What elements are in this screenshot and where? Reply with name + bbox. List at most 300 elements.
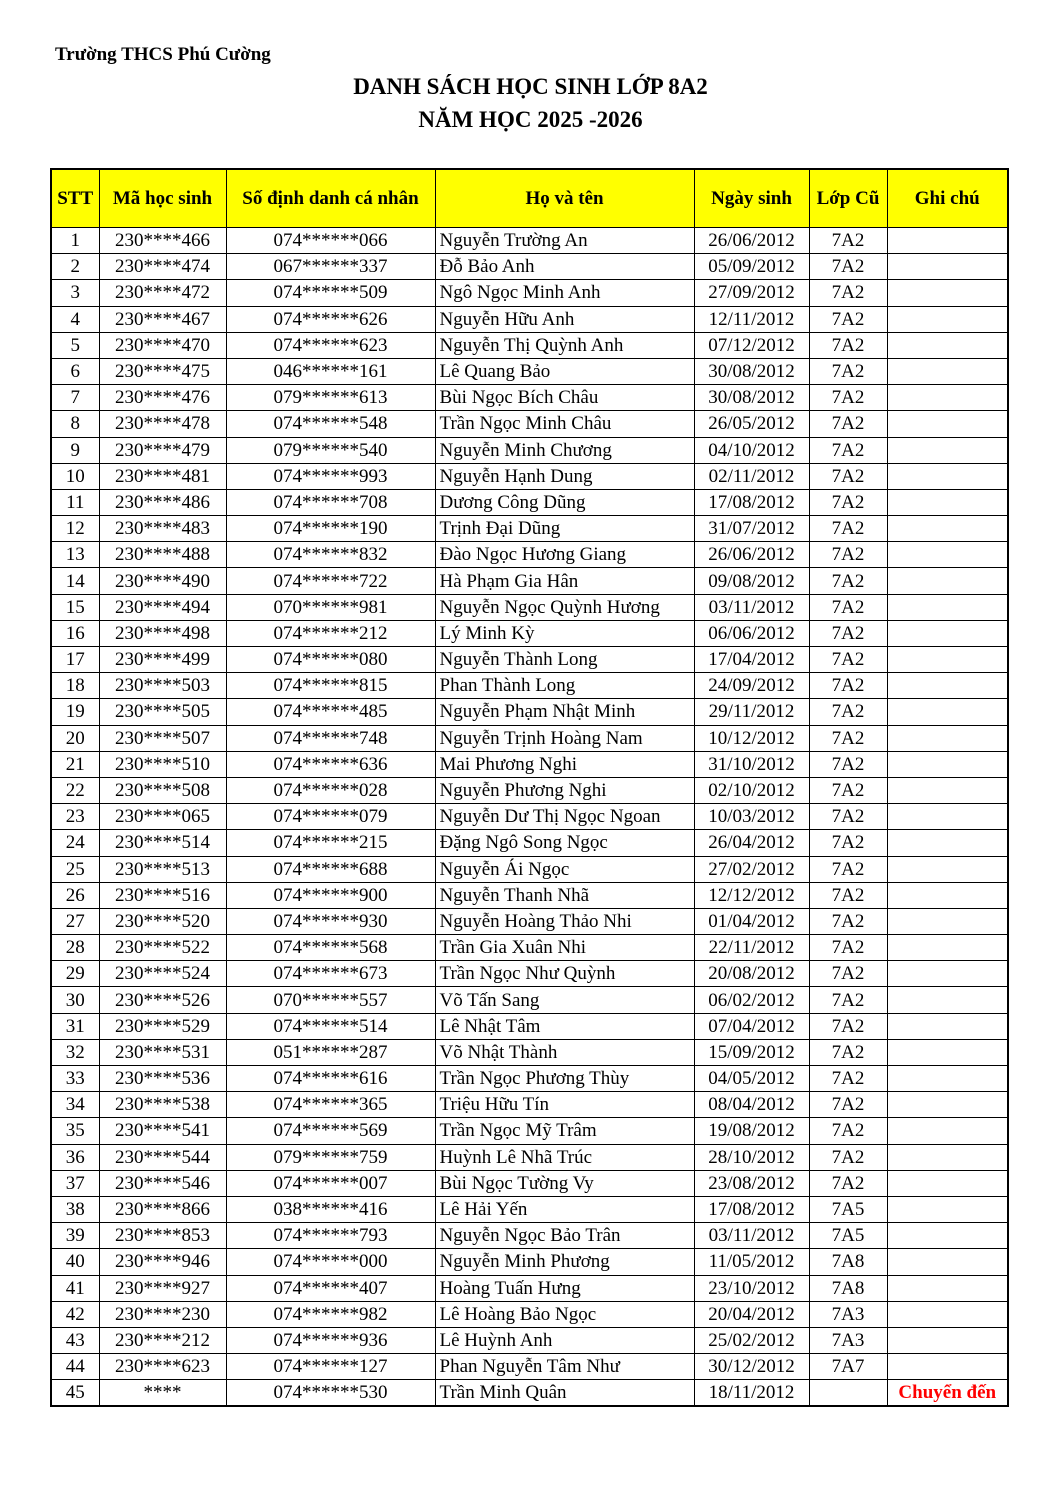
table-body	[51, 228, 1008, 1407]
cell-stt: 21	[51, 751, 99, 777]
cell-stt: 39	[51, 1223, 99, 1249]
cell-old-class: 7A2	[809, 699, 887, 725]
cell-old-class: 7A2	[809, 594, 887, 620]
cell-old-class: 7A2	[809, 542, 887, 568]
cell-full-name: Trần Ngọc Như Quỳnh	[435, 961, 694, 987]
cell-full-name: Nguyễn Trịnh Hoàng Nam	[435, 725, 694, 751]
cell-note	[887, 620, 1008, 646]
cell-personal-id: 074******636	[226, 751, 435, 777]
cell-old-class: 7A2	[809, 620, 887, 646]
cell-stt: 13	[51, 542, 99, 568]
cell-full-name: Bùi Ngọc Tường Vy	[435, 1170, 694, 1196]
table-row	[51, 594, 1008, 620]
cell-full-name: Trần Ngọc Minh Châu	[435, 411, 694, 437]
cell-stt: 40	[51, 1249, 99, 1275]
table-row	[51, 1118, 1008, 1144]
table-header-row	[51, 169, 1008, 228]
cell-student-code: 230****927	[99, 1275, 226, 1301]
cell-old-class: 7A2	[809, 1170, 887, 1196]
cell-birth-date: 07/04/2012	[694, 1013, 809, 1039]
cell-full-name: Hoàng Tuấn Hưng	[435, 1275, 694, 1301]
cell-note: Chuyển đến	[887, 1380, 1008, 1407]
cell-old-class: 7A2	[809, 280, 887, 306]
table-row	[51, 358, 1008, 384]
cell-full-name: Nguyễn Dư Thị Ngọc Ngoan	[435, 804, 694, 830]
cell-stt: 12	[51, 516, 99, 542]
cell-note	[887, 1039, 1008, 1065]
cell-note	[887, 385, 1008, 411]
cell-full-name: Đặng Ngô Song Ngọc	[435, 830, 694, 856]
cell-birth-date: 26/06/2012	[694, 228, 809, 254]
cell-note	[887, 1144, 1008, 1170]
cell-full-name: Võ Tấn Sang	[435, 987, 694, 1013]
cell-personal-id: 038******416	[226, 1196, 435, 1222]
cell-full-name: Lê Hải Yến	[435, 1196, 694, 1222]
cell-personal-id: 074******623	[226, 332, 435, 358]
cell-personal-id: 074******066	[226, 228, 435, 254]
cell-full-name: Nguyễn Minh Chương	[435, 437, 694, 463]
document-title: DANH SÁCH HỌC SINH LỚP 8A2	[353, 74, 708, 99]
cell-note	[887, 489, 1008, 515]
cell-birth-date: 04/10/2012	[694, 437, 809, 463]
cell-personal-id: 074******190	[226, 516, 435, 542]
cell-note	[887, 1275, 1008, 1301]
cell-personal-id: 074******080	[226, 647, 435, 673]
cell-full-name: Nguyễn Hữu Anh	[435, 306, 694, 332]
cell-full-name: Nguyễn Ái Ngọc	[435, 856, 694, 882]
cell-full-name: Trần Ngọc Phương Thùy	[435, 1066, 694, 1092]
cell-personal-id: 074******212	[226, 620, 435, 646]
cell-birth-date: 03/11/2012	[694, 594, 809, 620]
cell-birth-date: 08/04/2012	[694, 1092, 809, 1118]
cell-stt: 25	[51, 856, 99, 882]
table-row	[51, 1170, 1008, 1196]
cell-old-class: 7A2	[809, 463, 887, 489]
cell-note	[887, 1118, 1008, 1144]
cell-stt: 22	[51, 777, 99, 803]
cell-personal-id: 074******748	[226, 725, 435, 751]
cell-full-name: Nguyễn Thị Quỳnh Anh	[435, 332, 694, 358]
cell-stt: 2	[51, 254, 99, 280]
cell-student-code: ****	[99, 1380, 226, 1407]
cell-student-code: 230****866	[99, 1196, 226, 1222]
cell-student-code: 230****516	[99, 882, 226, 908]
cell-old-class: 7A2	[809, 489, 887, 515]
cell-personal-id: 074******688	[226, 856, 435, 882]
cell-stt: 15	[51, 594, 99, 620]
cell-stt: 45	[51, 1380, 99, 1407]
cell-personal-id: 074******793	[226, 1223, 435, 1249]
cell-birth-date: 27/09/2012	[694, 280, 809, 306]
school-name: Trường THCS Phú Cường	[55, 44, 271, 65]
table-row	[51, 542, 1008, 568]
cell-note	[887, 1170, 1008, 1196]
cell-student-code: 230****494	[99, 594, 226, 620]
cell-note	[887, 935, 1008, 961]
cell-stt: 9	[51, 437, 99, 463]
cell-birth-date: 30/08/2012	[694, 385, 809, 411]
table-row	[51, 935, 1008, 961]
cell-stt: 37	[51, 1170, 99, 1196]
cell-student-code: 230****466	[99, 228, 226, 254]
cell-birth-date: 26/06/2012	[694, 542, 809, 568]
cell-personal-id: 074******485	[226, 699, 435, 725]
cell-birth-date: 20/04/2012	[694, 1301, 809, 1327]
cell-student-code: 230****526	[99, 987, 226, 1013]
cell-old-class: 7A2	[809, 254, 887, 280]
table-row	[51, 620, 1008, 646]
cell-old-class: 7A7	[809, 1354, 887, 1380]
cell-stt: 23	[51, 804, 99, 830]
cell-note	[887, 358, 1008, 384]
cell-full-name: Mai Phương Nghi	[435, 751, 694, 777]
cell-note	[887, 280, 1008, 306]
cell-birth-date: 23/08/2012	[694, 1170, 809, 1196]
cell-birth-date: 26/04/2012	[694, 830, 809, 856]
cell-birth-date: 10/12/2012	[694, 725, 809, 751]
cell-old-class: 7A2	[809, 777, 887, 803]
cell-old-class: 7A2	[809, 725, 887, 751]
cell-student-code: 230****544	[99, 1144, 226, 1170]
cell-student-code: 230****490	[99, 568, 226, 594]
cell-old-class: 7A2	[809, 411, 887, 437]
cell-full-name: Phan Thành Long	[435, 673, 694, 699]
cell-old-class: 7A2	[809, 385, 887, 411]
cell-personal-id: 074******569	[226, 1118, 435, 1144]
cell-stt: 7	[51, 385, 99, 411]
cell-old-class: 7A5	[809, 1223, 887, 1249]
cell-note	[887, 1066, 1008, 1092]
cell-stt: 18	[51, 673, 99, 699]
cell-note	[887, 542, 1008, 568]
cell-note	[887, 1301, 1008, 1327]
cell-full-name: Trần Minh Quân	[435, 1380, 694, 1407]
cell-old-class: 7A8	[809, 1249, 887, 1275]
cell-student-code: 230****522	[99, 935, 226, 961]
cell-old-class: 7A2	[809, 437, 887, 463]
cell-personal-id: 074******722	[226, 568, 435, 594]
cell-stt: 42	[51, 1301, 99, 1327]
table-row	[51, 804, 1008, 830]
cell-old-class: 7A2	[809, 856, 887, 882]
cell-old-class: 7A2	[809, 882, 887, 908]
cell-stt: 11	[51, 489, 99, 515]
cell-birth-date: 18/11/2012	[694, 1380, 809, 1407]
cell-birth-date: 24/09/2012	[694, 673, 809, 699]
cell-birth-date: 09/08/2012	[694, 568, 809, 594]
column-header-birth-date: Ngày sinh	[694, 169, 809, 228]
cell-stt: 3	[51, 280, 99, 306]
cell-birth-date: 15/09/2012	[694, 1039, 809, 1065]
cell-personal-id: 079******759	[226, 1144, 435, 1170]
cell-birth-date: 25/02/2012	[694, 1327, 809, 1353]
cell-student-code: 230****481	[99, 463, 226, 489]
cell-old-class: 7A2	[809, 804, 887, 830]
cell-note	[887, 777, 1008, 803]
table-row	[51, 1249, 1008, 1275]
table-row	[51, 1066, 1008, 1092]
cell-full-name: Dương Công Dũng	[435, 489, 694, 515]
table-row	[51, 777, 1008, 803]
cell-old-class: 7A2	[809, 358, 887, 384]
cell-personal-id: 074******548	[226, 411, 435, 437]
cell-student-code: 230****483	[99, 516, 226, 542]
cell-full-name: Nguyễn Thanh Nhã	[435, 882, 694, 908]
cell-stt: 43	[51, 1327, 99, 1353]
cell-student-code: 230****520	[99, 908, 226, 934]
cell-note	[887, 1354, 1008, 1380]
cell-note	[887, 751, 1008, 777]
cell-stt: 31	[51, 1013, 99, 1039]
cell-personal-id: 079******540	[226, 437, 435, 463]
cell-birth-date: 19/08/2012	[694, 1118, 809, 1144]
cell-full-name: Trần Ngọc Mỹ Trâm	[435, 1118, 694, 1144]
cell-birth-date: 06/06/2012	[694, 620, 809, 646]
table-row	[51, 411, 1008, 437]
cell-note	[887, 1327, 1008, 1353]
table-row	[51, 1327, 1008, 1353]
table-row	[51, 1039, 1008, 1065]
table-row	[51, 1301, 1008, 1327]
cell-full-name: Hà Phạm Gia Hân	[435, 568, 694, 594]
cell-personal-id: 074******936	[226, 1327, 435, 1353]
cell-student-code: 230****230	[99, 1301, 226, 1327]
cell-full-name: Nguyễn Hoàng Thảo Nhi	[435, 908, 694, 934]
cell-full-name: Nguyễn Phạm Nhật Minh	[435, 699, 694, 725]
cell-note	[887, 804, 1008, 830]
table-row	[51, 725, 1008, 751]
column-header-old-class: Lớp Cũ	[809, 169, 887, 228]
cell-full-name: Nguyễn Ngọc Bảo Trân	[435, 1223, 694, 1249]
cell-birth-date: 02/11/2012	[694, 463, 809, 489]
table-row	[51, 1223, 1008, 1249]
table-row	[51, 332, 1008, 358]
cell-student-code: 230****946	[99, 1249, 226, 1275]
cell-stt: 4	[51, 306, 99, 332]
cell-stt: 26	[51, 882, 99, 908]
column-header-personal-id: Số định danh cá nhân	[226, 169, 435, 228]
cell-old-class: 7A5	[809, 1196, 887, 1222]
cell-personal-id: 079******613	[226, 385, 435, 411]
cell-full-name: Trần Gia Xuân Nhi	[435, 935, 694, 961]
cell-personal-id: 074******028	[226, 777, 435, 803]
cell-stt: 17	[51, 647, 99, 673]
cell-stt: 1	[51, 228, 99, 254]
cell-stt: 29	[51, 961, 99, 987]
cell-birth-date: 17/04/2012	[694, 647, 809, 673]
table-row	[51, 385, 1008, 411]
cell-personal-id: 074******079	[226, 804, 435, 830]
cell-full-name: Đỗ Bảo Anh	[435, 254, 694, 280]
cell-personal-id: 074******982	[226, 1301, 435, 1327]
cell-stt: 8	[51, 411, 99, 437]
cell-old-class: 7A2	[809, 1013, 887, 1039]
cell-student-code: 230****478	[99, 411, 226, 437]
cell-note	[887, 699, 1008, 725]
cell-student-code: 230****507	[99, 725, 226, 751]
cell-student-code: 230****513	[99, 856, 226, 882]
cell-student-code: 230****503	[99, 673, 226, 699]
cell-old-class: 7A2	[809, 935, 887, 961]
cell-note	[887, 306, 1008, 332]
cell-full-name: Nguyễn Hạnh Dung	[435, 463, 694, 489]
cell-student-code: 230****499	[99, 647, 226, 673]
cell-old-class: 7A2	[809, 228, 887, 254]
cell-old-class: 7A2	[809, 1118, 887, 1144]
cell-note	[887, 437, 1008, 463]
cell-stt: 19	[51, 699, 99, 725]
cell-personal-id: 074******509	[226, 280, 435, 306]
cell-old-class: 7A2	[809, 1144, 887, 1170]
cell-birth-date: 23/10/2012	[694, 1275, 809, 1301]
cell-full-name: Lý Minh Kỳ	[435, 620, 694, 646]
cell-old-class: 7A2	[809, 516, 887, 542]
cell-note	[887, 1196, 1008, 1222]
cell-student-code: 230****531	[99, 1039, 226, 1065]
cell-student-code: 230****470	[99, 332, 226, 358]
cell-full-name: Nguyễn Phương Nghi	[435, 777, 694, 803]
cell-birth-date: 30/08/2012	[694, 358, 809, 384]
cell-personal-id: 074******900	[226, 882, 435, 908]
cell-note	[887, 830, 1008, 856]
cell-stt: 27	[51, 908, 99, 934]
cell-student-code: 230****546	[99, 1170, 226, 1196]
cell-personal-id: 051******287	[226, 1039, 435, 1065]
cell-birth-date: 17/08/2012	[694, 489, 809, 515]
cell-birth-date: 05/09/2012	[694, 254, 809, 280]
cell-personal-id: 070******981	[226, 594, 435, 620]
table-row	[51, 987, 1008, 1013]
cell-student-code: 230****486	[99, 489, 226, 515]
cell-note	[887, 594, 1008, 620]
table-row	[51, 1196, 1008, 1222]
cell-old-class: 7A2	[809, 751, 887, 777]
cell-old-class: 7A3	[809, 1301, 887, 1327]
cell-note	[887, 254, 1008, 280]
cell-old-class: 7A2	[809, 1092, 887, 1118]
cell-birth-date: 11/05/2012	[694, 1249, 809, 1275]
cell-stt: 5	[51, 332, 99, 358]
cell-student-code: 230****488	[99, 542, 226, 568]
cell-student-code: 230****524	[99, 961, 226, 987]
cell-personal-id: 074******530	[226, 1380, 435, 1407]
cell-old-class: 7A2	[809, 830, 887, 856]
cell-full-name: Triệu Hữu Tín	[435, 1092, 694, 1118]
cell-student-code: 230****538	[99, 1092, 226, 1118]
column-header-note: Ghi chú	[887, 169, 1008, 228]
cell-full-name: Đào Ngọc Hương Giang	[435, 542, 694, 568]
cell-birth-date: 07/12/2012	[694, 332, 809, 358]
cell-note	[887, 1013, 1008, 1039]
cell-student-code: 230****536	[99, 1066, 226, 1092]
cell-stt: 44	[51, 1354, 99, 1380]
cell-old-class: 7A2	[809, 961, 887, 987]
table-row	[51, 673, 1008, 699]
cell-full-name: Võ Nhật Thành	[435, 1039, 694, 1065]
cell-note	[887, 1249, 1008, 1275]
table-row	[51, 1354, 1008, 1380]
cell-note	[887, 725, 1008, 751]
column-header-student-code: Mã học sinh	[99, 169, 226, 228]
cell-student-code: 230****475	[99, 358, 226, 384]
cell-personal-id: 074******930	[226, 908, 435, 934]
table-row	[51, 1092, 1008, 1118]
table-row	[51, 516, 1008, 542]
table-row	[51, 856, 1008, 882]
table-row	[51, 961, 1008, 987]
cell-note	[887, 1223, 1008, 1249]
table-row	[51, 306, 1008, 332]
table-row	[51, 489, 1008, 515]
table-row	[51, 1275, 1008, 1301]
cell-stt: 36	[51, 1144, 99, 1170]
cell-stt: 28	[51, 935, 99, 961]
cell-full-name: Nguyễn Thành Long	[435, 647, 694, 673]
cell-stt: 35	[51, 1118, 99, 1144]
cell-stt: 20	[51, 725, 99, 751]
table-row	[51, 437, 1008, 463]
cell-personal-id: 067******337	[226, 254, 435, 280]
cell-old-class: 7A2	[809, 332, 887, 358]
cell-stt: 6	[51, 358, 99, 384]
cell-full-name: Ngô Ngọc Minh Anh	[435, 280, 694, 306]
cell-stt: 33	[51, 1066, 99, 1092]
cell-student-code: 230****623	[99, 1354, 226, 1380]
cell-note	[887, 568, 1008, 594]
cell-birth-date: 04/05/2012	[694, 1066, 809, 1092]
table-row	[51, 228, 1008, 254]
cell-birth-date: 28/10/2012	[694, 1144, 809, 1170]
cell-note	[887, 882, 1008, 908]
cell-note	[887, 961, 1008, 987]
cell-personal-id: 046******161	[226, 358, 435, 384]
cell-student-code: 230****212	[99, 1327, 226, 1353]
cell-personal-id: 074******007	[226, 1170, 435, 1196]
cell-student-code: 230****508	[99, 777, 226, 803]
cell-student-code: 230****529	[99, 1013, 226, 1039]
cell-stt: 32	[51, 1039, 99, 1065]
cell-old-class: 7A2	[809, 673, 887, 699]
cell-old-class: 7A2	[809, 987, 887, 1013]
cell-note	[887, 673, 1008, 699]
table-row	[51, 699, 1008, 725]
cell-birth-date: 03/11/2012	[694, 1223, 809, 1249]
cell-note	[887, 987, 1008, 1013]
cell-personal-id: 074******568	[226, 935, 435, 961]
cell-student-code: 230****514	[99, 830, 226, 856]
cell-stt: 41	[51, 1275, 99, 1301]
table-row	[51, 1144, 1008, 1170]
cell-full-name: Lê Huỳnh Anh	[435, 1327, 694, 1353]
cell-personal-id: 074******673	[226, 961, 435, 987]
cell-old-class	[809, 1380, 887, 1407]
cell-note	[887, 516, 1008, 542]
cell-personal-id: 074******365	[226, 1092, 435, 1118]
cell-personal-id: 074******616	[226, 1066, 435, 1092]
cell-personal-id: 074******626	[226, 306, 435, 332]
cell-personal-id: 074******815	[226, 673, 435, 699]
cell-student-code: 230****479	[99, 437, 226, 463]
cell-birth-date: 27/02/2012	[694, 856, 809, 882]
school-year: NĂM HỌC 2025 -2026	[418, 107, 643, 132]
cell-full-name: Lê Quang Bảo	[435, 358, 694, 384]
column-header-full-name: Họ và tên	[435, 169, 694, 228]
cell-old-class: 7A8	[809, 1275, 887, 1301]
cell-note	[887, 1092, 1008, 1118]
cell-stt: 38	[51, 1196, 99, 1222]
cell-old-class: 7A2	[809, 306, 887, 332]
cell-personal-id: 074******215	[226, 830, 435, 856]
